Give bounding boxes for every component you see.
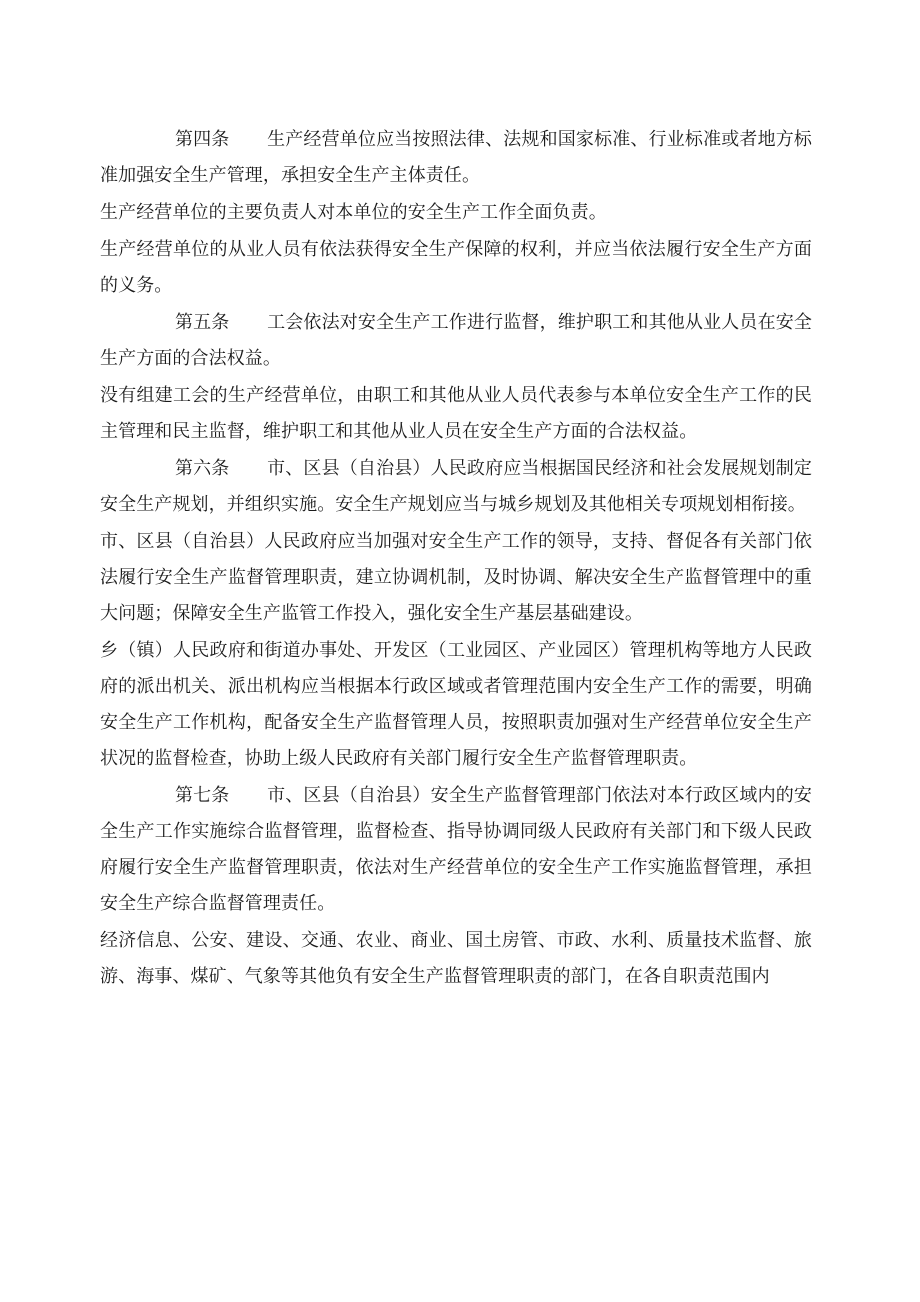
article-number: 第六条 <box>175 458 230 479</box>
article-number: 第四条 <box>175 129 230 150</box>
body-paragraph <box>100 633 812 777</box>
paragraph-text: 生产经营单位的从业人员有依法获得安全生产保障的权利，并应当依法履行安全生产方面的义务。 <box>100 239 812 296</box>
body-paragraph <box>100 195 812 231</box>
body-paragraph <box>100 524 812 632</box>
body-paragraph <box>100 232 812 304</box>
paragraph-text: 经济信息、公安、建设、交通、农业、商业、国土房管、市政、水利、质量技术监督、旅游、海事、煤矿、气象等其他负有安全生产监督管理职责的部门，在各自职责范围内 <box>100 930 812 987</box>
paragraph-text: 没有组建工会的生产经营单位，由职工和其他从业人员代表参与本单位安全生产工作的民主管理和民主监督，维护职工和其他从业人员在安全生产方面的合法权益。 <box>100 385 812 442</box>
body-paragraph <box>100 378 812 450</box>
document-page <box>100 122 812 996</box>
article-4-paragraph <box>100 122 812 194</box>
article-number: 第五条 <box>175 312 230 333</box>
body-paragraph <box>100 923 812 995</box>
article-6-paragraph <box>100 451 812 523</box>
paragraph-text: 生产经营单位的主要负责人对本单位的安全生产工作全面负责。 <box>100 202 607 223</box>
paragraph-text: 市、区县（自治县）人民政府应当加强对安全生产工作的领导，支持、督促各有关部门依法履行安全生产监督管理职责，建立协调机制，及时协调、解决安全生产监督管理中的重大问题；保障安全生产监管工作投入，强化安全生产基层基础建设。 <box>100 531 812 624</box>
paragraph-text: 市、区县（自治县）安全生产监督管理部门依法对本行政区域内的安全生产工作实施综合监督管理，监督检查、指导协调同级人民政府有关部门和下级人民政府履行安全生产监督管理职责，依法对生产经营单位的安全生产工作实施监督管理，承担安全生产综合监督管理责任。 <box>100 785 812 914</box>
paragraph-text: 工会依法对安全生产工作进行监督，维护职工和其他从业人员在安全生产方面的合法权益。 <box>100 312 812 369</box>
paragraph-text: 生产经营单位应当按照法律、法规和国家标准、行业标准或者地方标准加强安全生产管理，承担安全生产主体责任。 <box>100 129 812 186</box>
paragraph-text: 市、区县（自治县）人民政府应当根据国民经济和社会发展规划制定安全生产规划，并组织实施。安全生产规划应当与城乡规划及其他相关专项规划相衔接。 <box>100 458 812 515</box>
article-5-paragraph <box>100 305 812 377</box>
paragraph-text: 乡（镇）人民政府和街道办事处、开发区（工业园区、产业园区）管理机构等地方人民政府的派出机关、派出机构应当根据本行政区域或者管理范围内安全生产工作的需要，明确安全生产工作机构，配备安全生产监督管理人员，按照职责加强对生产经营单位安全生产状况的监督检查，协助上级人民政府有关部门履行安全生产监督管理职责。 <box>100 640 812 769</box>
article-number: 第七条 <box>175 785 230 806</box>
article-7-paragraph <box>100 778 812 922</box>
